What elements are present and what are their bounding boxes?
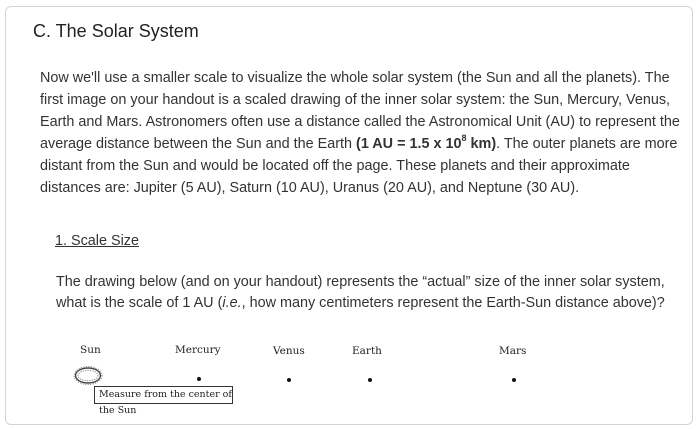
venus-dot xyxy=(287,378,291,382)
venus-label: Venus xyxy=(273,345,305,357)
section-title: C. The Solar System xyxy=(33,21,199,41)
scale-size-heading: 1. Scale Size xyxy=(55,233,139,249)
earth-label: Earth xyxy=(352,345,382,357)
mercury-dot xyxy=(197,377,201,381)
au-formula-exponent: 8 xyxy=(461,133,467,144)
au-formula-unit: km) xyxy=(466,136,497,152)
question-ie: i.e. xyxy=(222,295,242,311)
au-formula-base: (1 AU = 1.5 x 10 xyxy=(356,136,462,152)
sun-label: Sun xyxy=(80,344,101,356)
mercury-label: Mercury xyxy=(175,344,221,356)
question-text-part1: The drawing below (and on your handout) represents the “actual” size of the inner solar system, what is the scale of 1 AU ( xyxy=(56,274,665,311)
intro-text-part2: . The outer planets are more distant from the Sun and would be located off the page. These planets and their approximate distances are: Jupiter (5 AU), Saturn (10 AU), Uranus (20 AU), and Neptune (30 AU). xyxy=(40,136,678,196)
measure-note-box: Measure from the center of the Sun xyxy=(94,386,233,404)
sun-icon xyxy=(73,366,103,385)
earth-dot xyxy=(368,378,372,382)
mars-dot xyxy=(512,378,516,382)
mars-label: Mars xyxy=(499,345,527,357)
question-text-part2: , how many centimeters represent the Earth-Sun distance above)? xyxy=(241,295,665,311)
intro-text-part1: Now we'll use a smaller scale to visualize the whole solar system (the Sun and all the planets). The first image on your handout is a scaled drawing of the inner solar system: the Sun, Mercury, Venus, Earth and Mars. Astronomers often use a distance called the Astronomical Unit (AU) to represent the average distance between the Sun and the Earth xyxy=(40,70,680,152)
